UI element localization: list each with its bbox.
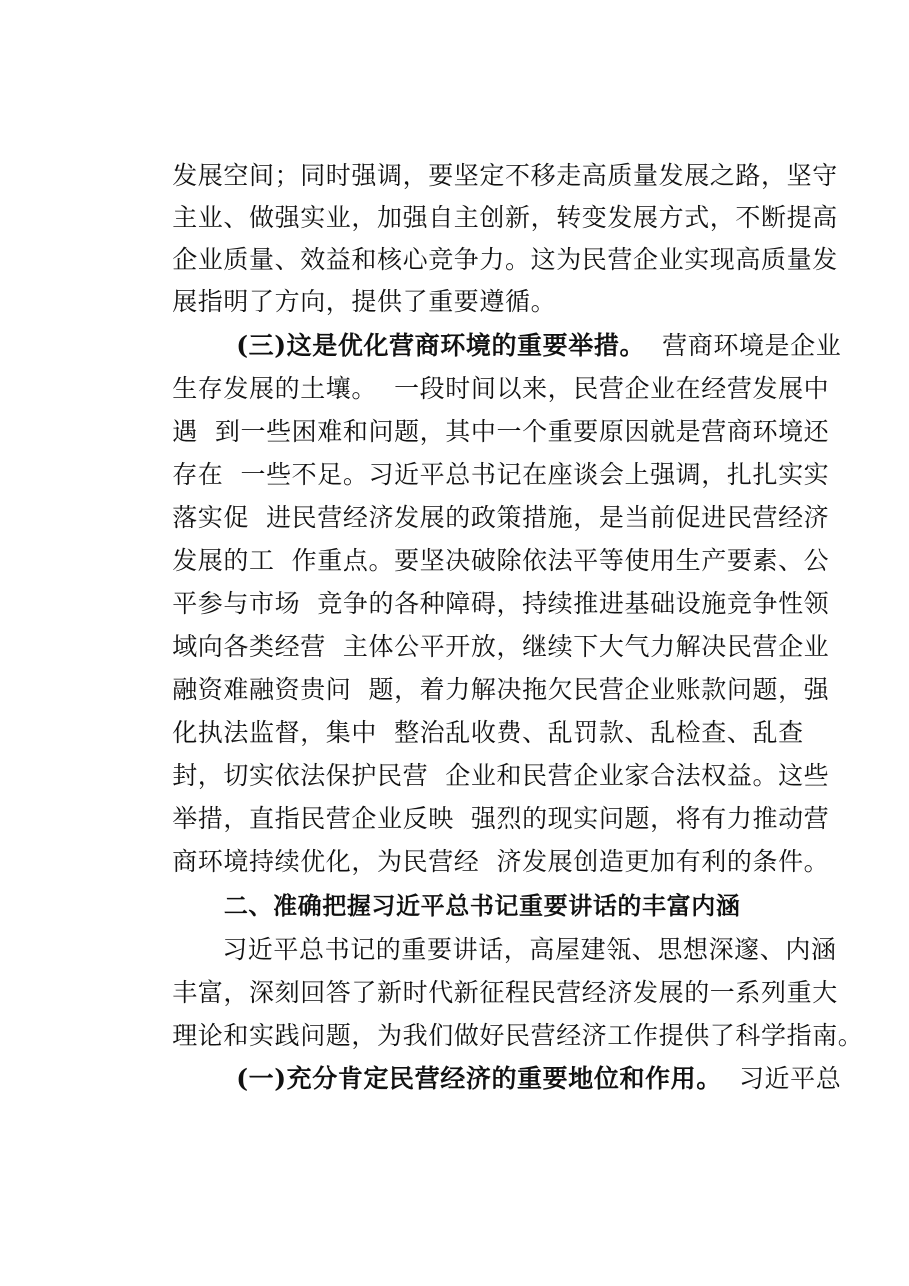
line-text: 域向各类经营 主体公平开放，继续下大气力解决民营企业 <box>172 632 830 661</box>
line-text: 主业、做强实业，加强自主创新，转变发展方式，不断提高 <box>172 203 838 232</box>
paragraph-line <box>138 242 778 316</box>
paragraph-line <box>188 890 837 964</box>
paragraph-line <box>138 116 838 190</box>
line-text: 平参与市场 竞争的各种障碍，持续推进基础设施竞争性领 <box>172 589 830 618</box>
paragraph-line <box>138 673 804 747</box>
line-text: 习近平总书记的重要讲话，高屋建瓴、思想深邃、内涵 <box>222 935 837 964</box>
line-text: 融资难融资贵问 题，着力解决拖欠民营企业账款问题，强 <box>172 675 830 704</box>
line-text: 存在 一些不足。习近平总书记在座谈会上强调，扎扎实实 <box>172 460 830 489</box>
line-text: 商环境持续优化，为民营经 济发展创造更加有利的条件。 <box>172 847 830 876</box>
subheading-bold: (一)充分肯定民营经济的重要地位和作用。 <box>236 1064 722 1093</box>
line-text: 营商环境是企业 <box>645 331 842 360</box>
paragraph-line <box>138 158 838 232</box>
paragraph-line <box>138 976 864 1050</box>
subheading-bold: (三)这是优化营商环境的重要举措。 <box>236 331 646 360</box>
section-heading <box>188 846 778 920</box>
paragraph-line <box>138 458 830 532</box>
line-text: 发展空间；同时强调，要坚定不移走高质量发展之路，坚守 <box>172 161 838 190</box>
subheading-line <box>202 286 842 360</box>
line-text: 发展的工 作重点。要坚决破除依法平等使用生产要素、公 <box>172 546 830 575</box>
line-text: 化执法监督，集中 整治乱收费、乱罚款、乱检查、乱查 <box>172 718 804 747</box>
subheading-line <box>202 1019 842 1093</box>
line-text: 遇 到一些困难和问题，其中一个重要原因就是营商环境还 <box>172 417 830 446</box>
line-text: 举措，直指民营企业反映 强烈的现实问题，将有力推动营 <box>172 804 830 833</box>
line-text: 理论和实践问题，为我们做好民营经济工作提供了科学指南。 <box>172 1021 864 1050</box>
line-text: 落实促 进民营经济发展的政策措施，是当前促进民营经济 <box>172 503 830 532</box>
line-text: 企业质量、效益和核心竞争力。这为民营企业实现高质量发 <box>172 245 838 274</box>
paragraph-line <box>138 630 830 704</box>
line-text: 封，切实依法保护民营 企业和民营企业家合法权益。这些 <box>172 761 830 790</box>
line-text: 生存发展的土壤。 一段时间以来，民营企业在经营发展中 <box>172 374 830 403</box>
paragraph-line <box>138 802 830 876</box>
line-text: 习近平总 <box>721 1064 842 1093</box>
paragraph-line <box>138 716 830 790</box>
section-heading-text: 二、准确把握习近平总书记重要讲话的丰富内涵 <box>223 892 741 920</box>
paragraph-line <box>138 759 830 833</box>
paragraph-line <box>138 544 830 618</box>
line-text: 丰富，深刻回答了新时代新征程民营经济发展的一系列重大 <box>172 978 838 1007</box>
paragraph-line <box>138 329 830 403</box>
paragraph-line <box>138 200 838 274</box>
paragraph-line <box>138 587 830 661</box>
paragraph-line <box>138 415 830 489</box>
paragraph-line <box>138 372 830 446</box>
paragraph-line <box>138 933 838 1007</box>
line-text: 展指明了方向，提供了重要遵循。 <box>172 287 557 316</box>
paragraph-line <box>138 501 830 575</box>
